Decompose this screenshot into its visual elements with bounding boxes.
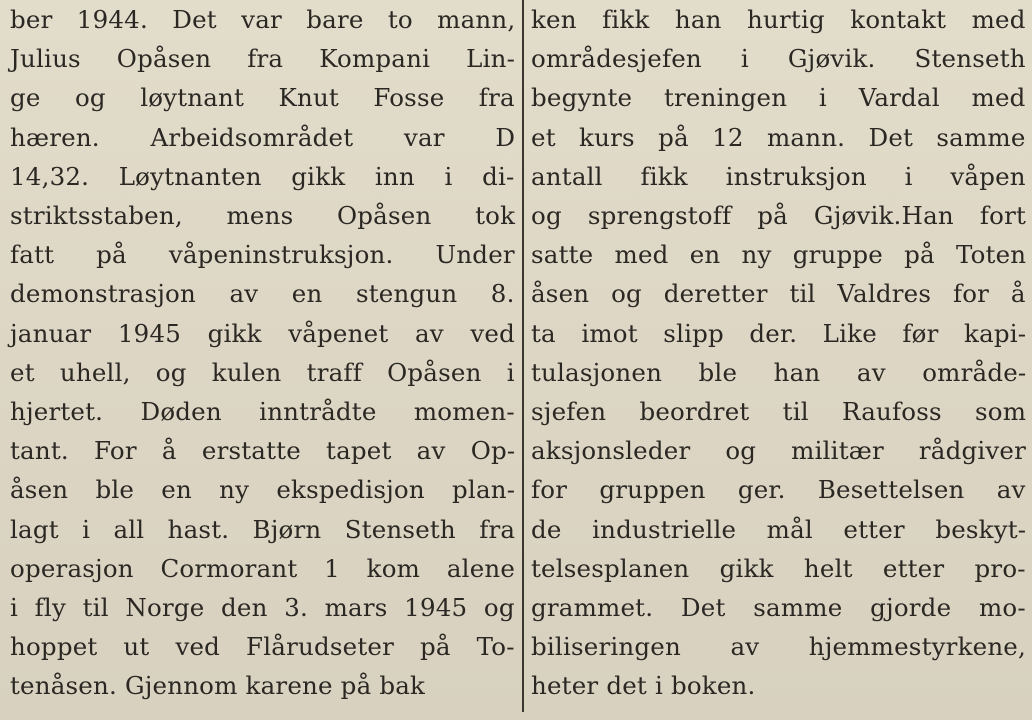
text-line: i fly til Norge den 3. mars 1945 og	[10, 593, 515, 622]
text-line: de industrielle mål etter beskyt-	[531, 514, 1027, 544]
text-line: hæren. Arbeidsområdet var D	[10, 122, 516, 152]
text-line: for gruppen ger. Besettelsen av	[531, 475, 1026, 505]
text-line: sjefen beordret til Raufoss som	[531, 397, 1027, 426]
text-line: et uhell, og kulen traff Opåsen i	[10, 357, 515, 387]
text-line: ber 1944. Det var bare to mann,	[10, 5, 516, 34]
text-line: fatt på våpeninstruksjon. Under	[10, 240, 515, 270]
text-line: områdesjefen i Gjøvik. Stenseth	[531, 44, 1026, 74]
text-line: hjertet. Døden inntrådte momen-	[10, 397, 515, 426]
text-line: grammet. Det samme gjorde mo-	[531, 593, 1026, 622]
text-line: ta imot slipp der. Like før kapi-	[531, 318, 1027, 348]
text-line: åsen og deretter til Valdres for å	[531, 279, 1026, 309]
left-column	[10, 0, 515, 720]
text-line: antall fikk instruksjon i våpen	[531, 161, 1026, 191]
text-line: lagt i all hast. Bjørn Stenseth fra	[10, 514, 516, 544]
text-line: januar 1945 gikk våpenet av ved	[10, 318, 516, 348]
text-line: hoppet ut ved Flårudseter på To-	[10, 632, 515, 662]
text-line: og sprengstoff på Gjøvik.Han fort	[531, 201, 1027, 230]
text-line: striktsstaben, mens Opåsen tok	[10, 201, 516, 230]
text-line: satte med en ny gruppe på Toten	[531, 240, 1027, 270]
text-line: ge og løytnant Knut Fosse fra	[10, 83, 515, 113]
text-line: tant. For å erstatte tapet av Op-	[10, 436, 516, 466]
text-line: biliseringen av hjemmestyrkene,	[531, 632, 1026, 662]
text-line: et kurs på 12 mann. Det samme	[531, 122, 1026, 152]
text-line: heter det i boken.	[531, 671, 756, 701]
text-line: begynte treningen i Vardal med	[531, 83, 1026, 113]
text-line: ken fikk han hurtig kontakt med	[531, 5, 1026, 34]
text-line: aksjonsleder og militær rådgiver	[531, 436, 1027, 466]
text-line: tulasjonen ble han av område-	[531, 357, 1027, 387]
text-line: operasjon Cormorant 1 kom alene	[10, 553, 516, 583]
text-line: åsen ble en ny ekspedisjon plan-	[10, 475, 516, 505]
column-rule	[522, 0, 524, 712]
text-line: demonstrasjon av en stengun 8.	[10, 279, 515, 309]
text-line: telsesplanen gikk helt etter pro-	[531, 553, 1026, 583]
right-column	[531, 0, 1026, 720]
text-line: 14,32. Løytnanten gikk inn i di-	[10, 161, 515, 191]
text-line: tenåsen. Gjennom karene på bak	[10, 671, 426, 701]
text-line: Julius Opåsen fra Kompani Lin-	[10, 44, 516, 74]
